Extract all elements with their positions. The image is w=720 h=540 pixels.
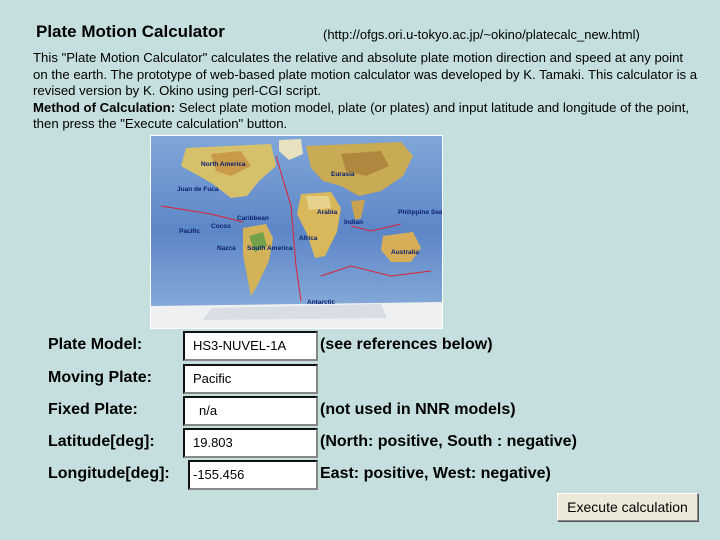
method-text: Select plate motion model, plate (or plates) and input latitude and longitude of the point, then press the "Execute calculation" button. — [33, 99, 690, 131]
execute-calculation-button[interactable]: Execute calculation — [557, 493, 698, 521]
page-url: (http://ofgs.ori.u-tokyo.ac.jp/~okino/platecalc_new.html) — [323, 27, 640, 42]
longitude-note: East: positive, West: negative) — [320, 465, 551, 482]
longitude-label: Longitude[deg]: — [48, 465, 170, 482]
map-label-eurasia: Eurasia — [331, 171, 355, 178]
plate-model-note: (see references below) — [320, 336, 493, 353]
map-label-pacific: Pacific — [179, 228, 200, 235]
longitude-input[interactable]: -155.456 — [188, 460, 318, 490]
method-label: Method of Calculation: — [33, 99, 176, 115]
map-label-philippine-sea: Philippine Sea — [398, 209, 443, 216]
map-label-arabia: Arabia — [317, 209, 338, 216]
intro-text: This "Plate Motion Calculator" calculates the relative and absolute plate motion direction and speed at any point on the earth. The prototype of web-based plate motion calculator was developed by K. Tamaki. This calculator is a revised version by K. Okino using perl-CGI script. — [33, 50, 698, 98]
page-title: Plate Motion Calculator — [36, 22, 225, 41]
moving-plate-select[interactable]: Pacific — [183, 364, 318, 394]
map-label-cocos: Cocos — [211, 223, 231, 230]
plate-map-image — [150, 135, 443, 329]
fixed-plate-label: Fixed Plate: — [48, 401, 138, 418]
method-paragraph — [33, 100, 698, 133]
map-label-north-america: North America — [201, 161, 246, 168]
map-label-juan-de-fuca: Juan de Fuca — [177, 186, 219, 193]
latitude-input[interactable]: 19.803 — [183, 428, 318, 458]
map-label-indian: Indian — [344, 219, 364, 226]
map-label-australia: Australia — [391, 249, 419, 256]
fixed-plate-note: (not used in NNR models) — [320, 401, 516, 418]
latitude-label: Latitude[deg]: — [48, 433, 155, 450]
plate-model-select[interactable]: HS3-NUVEL-1A — [183, 331, 318, 361]
map-label-south-america: South America — [247, 245, 293, 252]
fixed-plate-select[interactable]: n/a — [183, 396, 318, 426]
moving-plate-label: Moving Plate: — [48, 369, 153, 386]
map-label-nazca: Nazca — [217, 245, 236, 252]
description — [33, 50, 698, 133]
map-label-africa: Africa — [299, 235, 318, 242]
map-label-antarctic: Antarctic — [307, 299, 336, 306]
plate-model-label: Plate Model: — [48, 336, 143, 353]
map-label-caribbean: Caribbean — [237, 215, 269, 222]
latitude-note: (North: positive, South : negative) — [320, 433, 577, 450]
